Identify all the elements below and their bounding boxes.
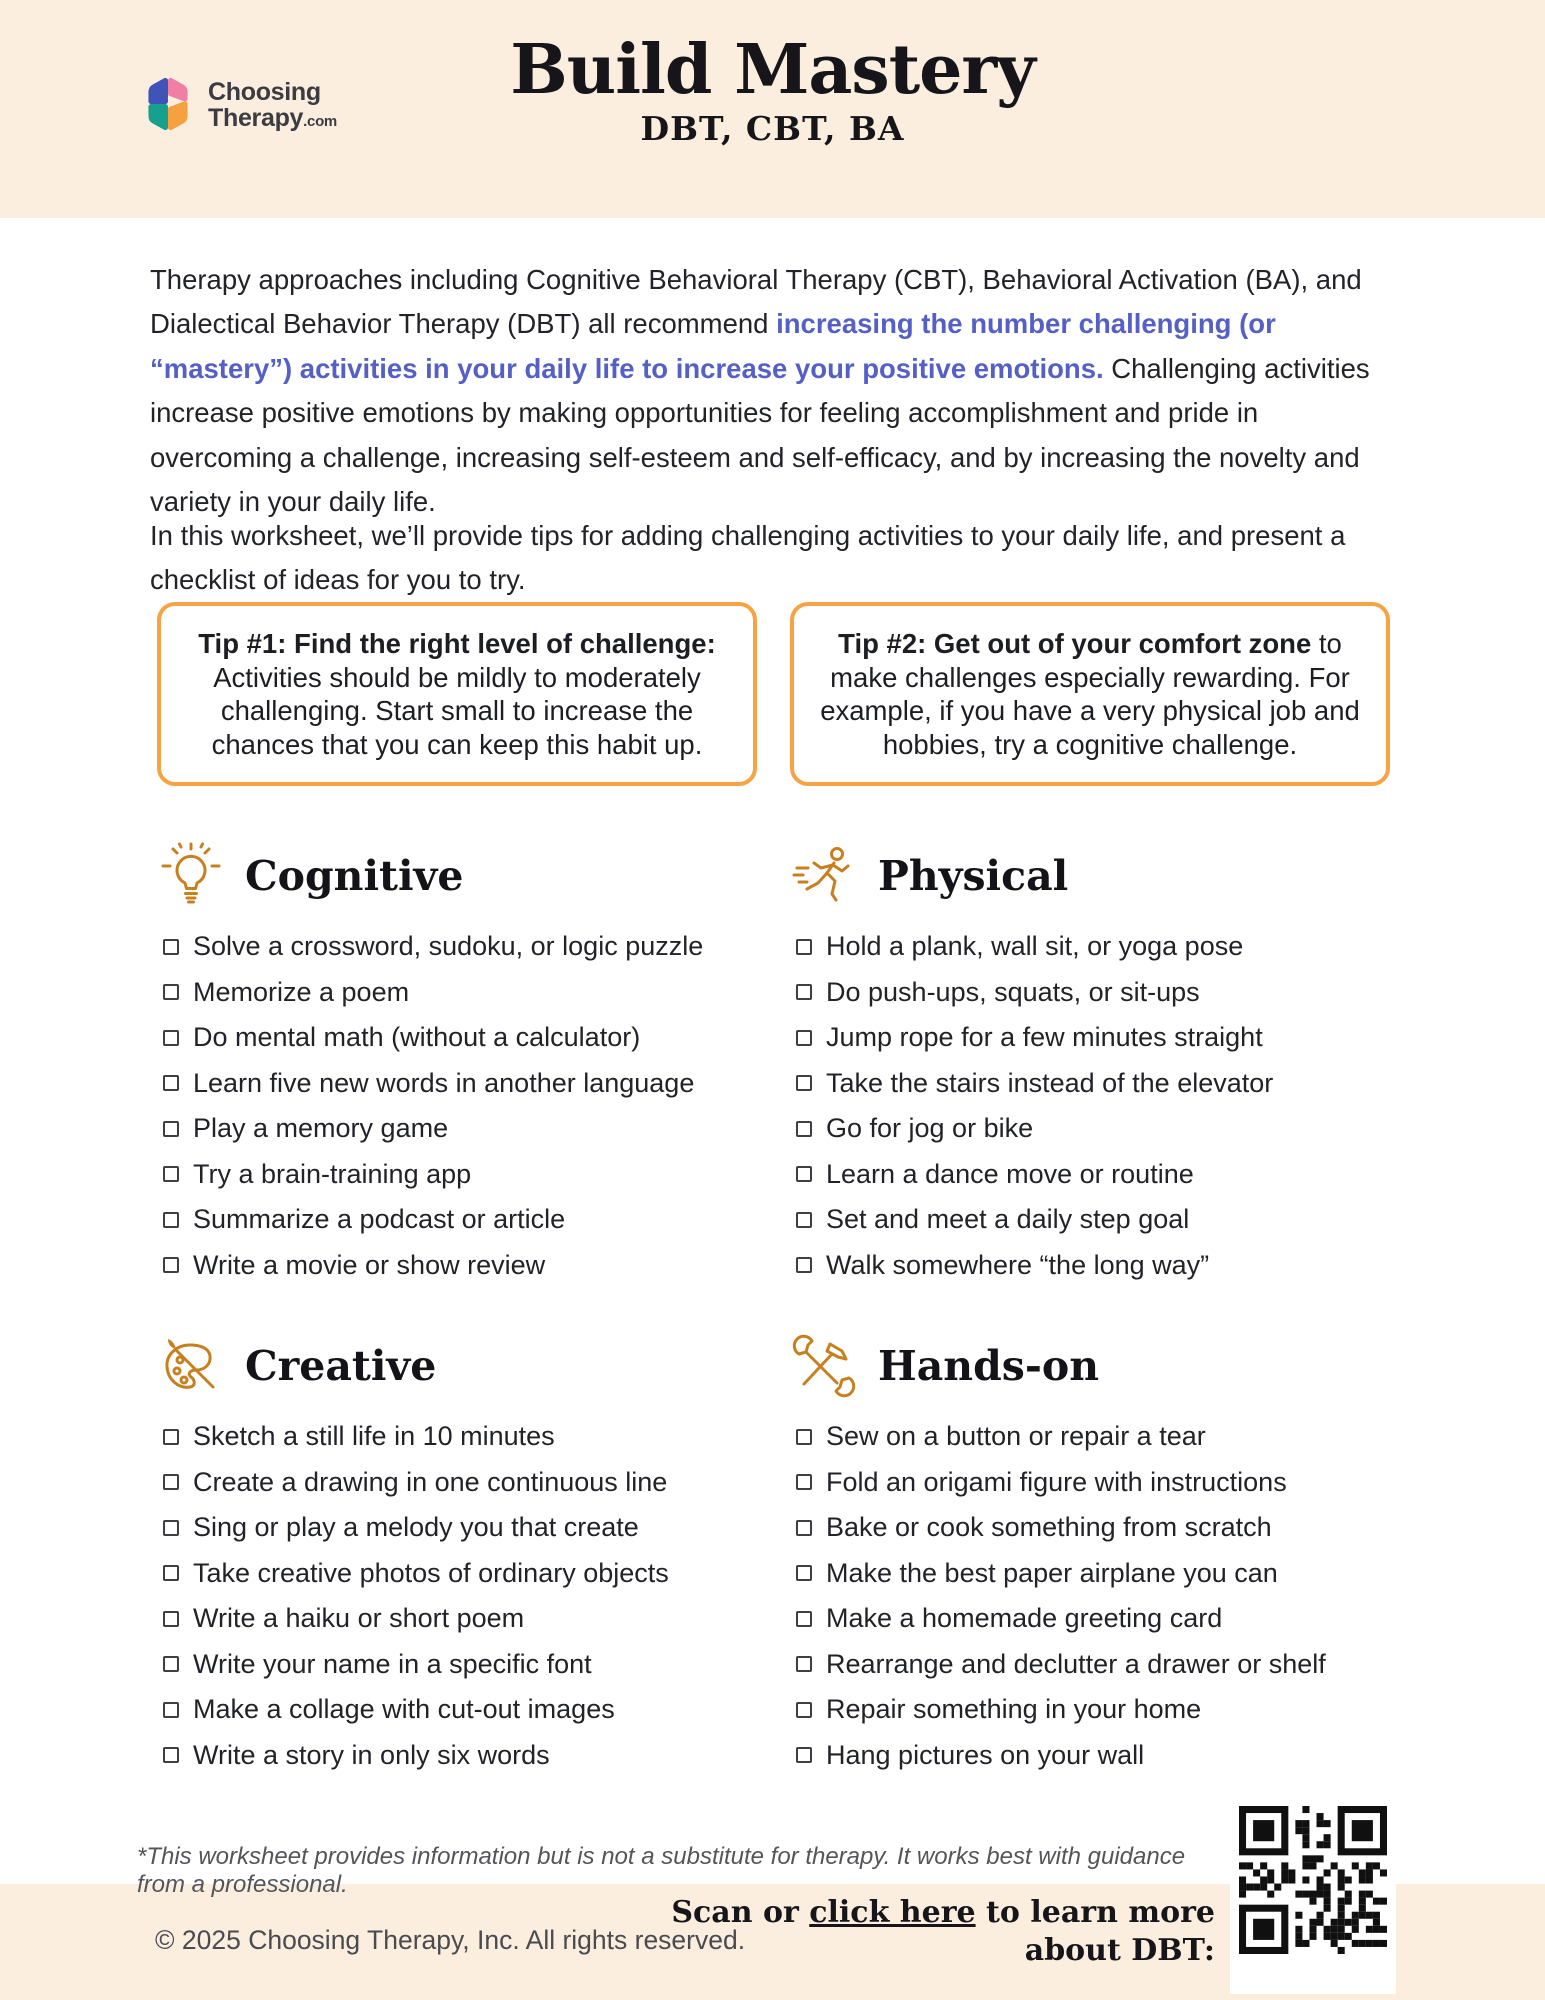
checklist-item	[157, 1106, 757, 1152]
checklist-item	[790, 1642, 1390, 1688]
section-physical-title: Physical	[878, 852, 1069, 900]
section-cognitive	[157, 842, 757, 1288]
checklist-item-label: Play a memory game	[193, 1113, 449, 1144]
checklist-item	[157, 1551, 757, 1597]
checklist-item	[157, 924, 757, 970]
hands-on-checklist	[790, 1414, 1390, 1778]
checkbox	[796, 939, 812, 955]
tip-1-body: Activities should be mildly to moderately challenging. Start small to increase the chances that you can keep this habit up.	[211, 661, 703, 760]
checkbox	[163, 1520, 179, 1536]
checklist-sections	[157, 842, 1390, 1778]
checklist-item-label: Jump rope for a few minutes straight	[826, 1022, 1263, 1053]
checklist-item	[790, 1243, 1390, 1289]
checklist-item	[790, 1460, 1390, 1506]
click-here-link[interactable]: click here	[809, 1895, 976, 1930]
checklist-item-label: Create a drawing in one continuous line	[193, 1466, 668, 1497]
checklist-item-label: Walk somewhere “the long way”	[826, 1249, 1210, 1280]
checkbox	[796, 1429, 812, 1445]
section-creative	[157, 1332, 757, 1778]
checkbox	[163, 1166, 179, 1182]
checklist-item-label: Repair something in your home	[826, 1694, 1202, 1725]
scan-text: Scan or	[671, 1895, 810, 1930]
checkbox	[796, 1747, 812, 1763]
runner-icon	[790, 842, 858, 910]
checklist-item	[157, 1460, 757, 1506]
checkbox	[163, 1075, 179, 1091]
checklist-item	[157, 1642, 757, 1688]
checkbox	[163, 1429, 179, 1445]
checkbox	[796, 1075, 812, 1091]
checklist-item	[790, 1596, 1390, 1642]
checklist-item	[790, 1106, 1390, 1152]
checklist-item	[790, 1733, 1390, 1779]
section-cognitive-header	[157, 842, 757, 910]
checklist-item-label: Solve a crossword, sudoku, or logic puzzle	[193, 931, 704, 962]
checkbox	[796, 1121, 812, 1137]
checkbox	[796, 1257, 812, 1273]
checklist-item	[157, 1596, 757, 1642]
checklist-item-label: Do push-ups, squats, or sit-ups	[826, 976, 1200, 1007]
checklist-item-label: Summarize a podcast or article	[193, 1204, 566, 1235]
page-subtitle: DBT, CBT, BA	[640, 109, 905, 148]
checklist-item-label: Make a collage with cut-out images	[193, 1694, 615, 1725]
section-creative-title: Creative	[245, 1342, 437, 1390]
checklist-item	[790, 1061, 1390, 1107]
checkbox	[796, 1520, 812, 1536]
checklist-item	[157, 1733, 757, 1779]
checkbox	[163, 1474, 179, 1490]
cognitive-checklist	[157, 924, 757, 1288]
physical-checklist	[790, 924, 1390, 1288]
checkbox	[796, 1702, 812, 1718]
checklist-item	[790, 1152, 1390, 1198]
checklist-item-label: Go for jog or bike	[826, 1113, 1034, 1144]
scan-text-after: to learn more	[975, 1895, 1215, 1930]
tools-icon	[790, 1332, 858, 1400]
scan-text-line2: about DBT:	[1024, 1933, 1215, 1968]
checkbox	[796, 1166, 812, 1182]
checklist-item-label: Write a movie or show review	[193, 1249, 546, 1280]
intro-text: Therapy approaches including Cognitive Behavioral Therapy (CBT), Behavioral Activation (BA), and Dialectical Behavior Therapy (DBT) all recommend	[150, 263, 1362, 339]
checklist-item-label: Do mental math (without a calculator)	[193, 1022, 641, 1053]
tip-1-heading: Tip #1: Find the right level of challenge:	[198, 628, 716, 659]
checkbox	[163, 1565, 179, 1581]
checklist-item	[157, 1505, 757, 1551]
choosing-therapy-logo-text: Choosing Therapy.com	[208, 77, 337, 132]
section-physical	[790, 842, 1390, 1288]
checklist-item-label: Hold a plank, wall sit, or yoga pose	[826, 931, 1244, 962]
section-hands-on	[790, 1332, 1390, 1778]
checklist-item	[790, 1687, 1390, 1733]
checklist-item	[790, 970, 1390, 1016]
checklist-item	[790, 1551, 1390, 1597]
checkbox	[796, 1474, 812, 1490]
checkbox	[163, 1702, 179, 1718]
checklist-item	[790, 1197, 1390, 1243]
checklist-item-label: Make the best paper airplane you can	[826, 1557, 1278, 1588]
checklist-item	[157, 1015, 757, 1061]
scan-cta	[671, 1894, 1215, 1970]
page-title: Build Mastery	[510, 30, 1035, 110]
checklist-item	[157, 1687, 757, 1733]
title-block	[0, 30, 1545, 148]
palette-icon	[157, 1332, 225, 1400]
checklist-item-label: Memorize a poem	[193, 976, 410, 1007]
checklist-item	[157, 1243, 757, 1289]
tip-box-1	[157, 602, 757, 786]
checkbox	[796, 984, 812, 1000]
checkbox	[796, 1611, 812, 1627]
intro-text-after: Challenging activities increase positive emotions by making opportunities for feeling accomplishment and pride in overcoming a challenge, increasing self-esteem and self-efficacy, and by increasing the novelty and variety in your daily life.	[150, 352, 1370, 517]
checklist-item-label: Take the stairs instead of the elevator	[826, 1067, 1274, 1098]
checklist-item	[157, 1152, 757, 1198]
checklist-item-label: Set and meet a daily step goal	[826, 1204, 1190, 1235]
checklist-item	[790, 924, 1390, 970]
intro-paragraph	[150, 258, 1405, 525]
disclaimer-text: *This worksheet provides information but is not a substitute for therapy. It works best with guidance from a professional.	[137, 1843, 1186, 1898]
checklist-item-label: Write your name in a specific font	[193, 1648, 592, 1679]
checklist-item-label: Fold an origami figure with instructions	[826, 1466, 1287, 1497]
section-hands-on-title: Hands-on	[878, 1342, 1100, 1390]
copyright-text: © 2025 Choosing Therapy, Inc. All rights reserved.	[155, 1925, 746, 1955]
checkbox	[163, 1656, 179, 1672]
checkbox	[163, 1257, 179, 1273]
checklist-item	[157, 1197, 757, 1243]
checklist-item-label: Sing or play a melody you that create	[193, 1512, 639, 1543]
lightbulb-icon	[157, 842, 225, 910]
checkbox	[163, 1030, 179, 1046]
checklist-item-label: Hang pictures on your wall	[826, 1739, 1145, 1770]
checkbox	[163, 939, 179, 955]
checklist-item-label: Bake or cook something from scratch	[826, 1512, 1272, 1543]
qr-code-container	[1230, 1794, 1396, 1994]
worksheet-overview-paragraph: In this worksheet, we’ll provide tips for adding challenging activities to your daily life, and present a checklist of ideas for you to try.	[150, 519, 1346, 595]
checkbox	[796, 1565, 812, 1581]
checklist-item-label: Sketch a still life in 10 minutes	[193, 1421, 555, 1452]
checklist-item	[157, 970, 757, 1016]
checklist-item-label: Sew on a button or repair a tear	[826, 1421, 1206, 1452]
checkbox	[796, 1656, 812, 1672]
checklist-item-label: Learn five new words in another language	[193, 1067, 695, 1098]
checklist-item	[790, 1505, 1390, 1551]
intro-highlight-text: increasing the number challenging (or “mastery”) activities in your daily life to increase your positive emotions.	[150, 308, 1276, 384]
checklist-item-label: Make a homemade greeting card	[826, 1603, 1223, 1634]
checklist-item-label: Write a story in only six words	[193, 1739, 550, 1770]
creative-checklist	[157, 1414, 757, 1778]
checklist-item	[790, 1414, 1390, 1460]
tip-2-heading: Tip #2: Get out of your comfort zone	[838, 628, 1312, 659]
checklist-item-label: Try a brain-training app	[193, 1158, 472, 1189]
checklist-item-label: Take creative photos of ordinary objects	[193, 1557, 669, 1588]
section-creative-header	[157, 1332, 757, 1400]
checkbox	[163, 1611, 179, 1627]
section-cognitive-title: Cognitive	[245, 852, 464, 900]
tip-2-body: to make challenges especially rewarding. For example, if you have a very physical job and hobbies, try a cognitive challenge.	[820, 628, 1360, 760]
checkbox	[163, 1747, 179, 1763]
checklist-item	[157, 1061, 757, 1107]
section-hands-on-header	[790, 1332, 1390, 1400]
checklist-item-label: Rearrange and declutter a drawer or shelf	[826, 1648, 1326, 1679]
checkbox	[163, 1212, 179, 1228]
tips-row	[157, 602, 1390, 786]
checklist-item	[157, 1414, 757, 1460]
checkbox	[796, 1212, 812, 1228]
checklist-item	[790, 1015, 1390, 1061]
checkbox	[163, 984, 179, 1000]
checklist-item-label: Learn a dance move or routine	[826, 1158, 1194, 1189]
qr-code	[1239, 1806, 1387, 1954]
checklist-item-label: Write a haiku or short poem	[193, 1603, 525, 1634]
checkbox	[796, 1030, 812, 1046]
section-physical-header	[790, 842, 1390, 910]
checkbox	[163, 1121, 179, 1137]
tip-box-2	[790, 602, 1390, 786]
